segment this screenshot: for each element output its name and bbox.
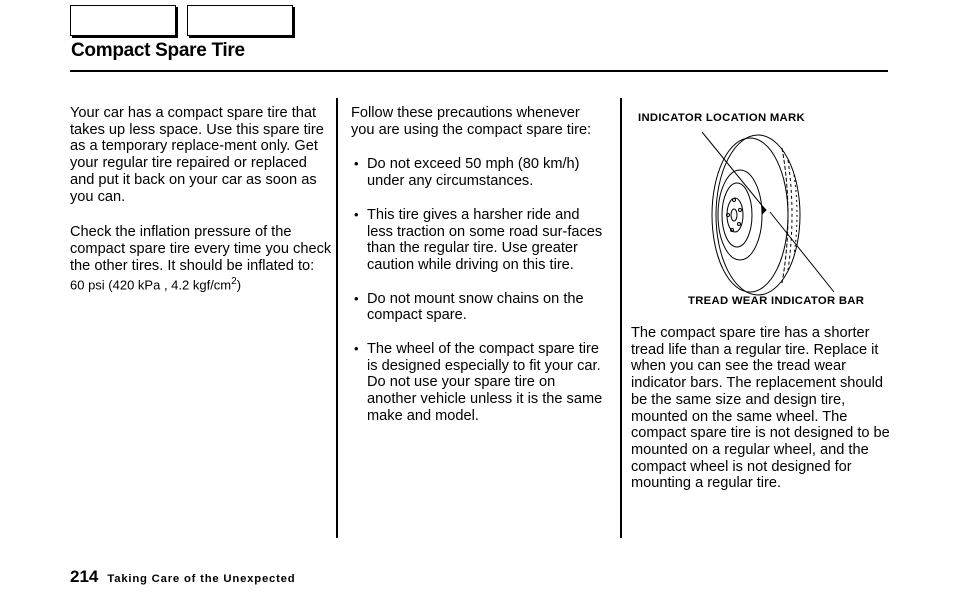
bullet-text: This tire gives a harsher ride and less traction on some road sur-faces than the regular tire. Use greater caution while driving on this tire. [367, 206, 603, 273]
middle-column [351, 105, 607, 442]
column-divider-1 [336, 98, 338, 538]
pressure-close: ) [236, 277, 242, 293]
precautions-intro: Follow these precautions whenever you are using the compact spare tire: [351, 105, 592, 138]
precautions-list [351, 156, 607, 424]
left-column [70, 105, 332, 294]
pressure-value [70, 274, 332, 293]
list-item [351, 341, 607, 425]
list-item [351, 156, 607, 189]
bullet-icon: • [354, 341, 359, 357]
page-title: Compact Spare Tire [71, 40, 245, 61]
nav-tab-box-2[interactable] [187, 5, 293, 36]
tread-life-paragraph: The compact spare tire has a shorter tread life than a regular tire. Replace it when you can see the tread wear indicator bars. The replacement should be the same size and design tire, mounted on the same wheel. The compact spare tire is not designed to be mounted on a regular wheel, and the compact wheel is not designed for mounting a regular tire. [631, 325, 890, 492]
bullet-icon: • [354, 206, 359, 222]
title-rule [70, 70, 888, 72]
page-number: 214 [70, 567, 99, 586]
bullet-text: Do not exceed 50 mph (80 km/h) under any circumstances. [367, 156, 580, 190]
right-column [631, 325, 893, 492]
indicator-location-label: INDICATOR LOCATION MARK [638, 112, 805, 124]
inflation-paragraph: Check the inflation pressure of the compact spare tire every time you check the other tires. It should be inflated to: [70, 224, 332, 274]
pressure-exponent: 2 [231, 276, 237, 288]
bullet-icon: • [354, 156, 359, 172]
tread-wear-indicator-label: TREAD WEAR INDICATOR BAR [688, 295, 865, 307]
page-footer [70, 567, 295, 587]
nav-tab-box-1[interactable] [70, 5, 176, 36]
tire-illustration [640, 120, 880, 300]
list-item [351, 291, 607, 324]
bullet-icon: • [354, 290, 359, 306]
section-name: Taking Care of the Unexpected [107, 573, 296, 585]
intro-paragraph: Your car has a compact spare tire that takes up less space. Use this spare tire as a temporary replace-ment only. Get your regular tire repaired or replaced and put it back on your car as soon as you can. [70, 105, 324, 205]
list-item [351, 207, 607, 274]
bullet-text: Do not mount snow chains on the compact spare. [367, 290, 584, 324]
bullet-text: The wheel of the compact spare tire is designed especially to fit your car. Do not use your spare tire on another vehicle unless it is the same make and model. [367, 341, 603, 424]
pressure-text: 60 psi (420 kPa , 4.2 kgf/cm [70, 277, 232, 293]
column-divider-2 [620, 98, 622, 538]
